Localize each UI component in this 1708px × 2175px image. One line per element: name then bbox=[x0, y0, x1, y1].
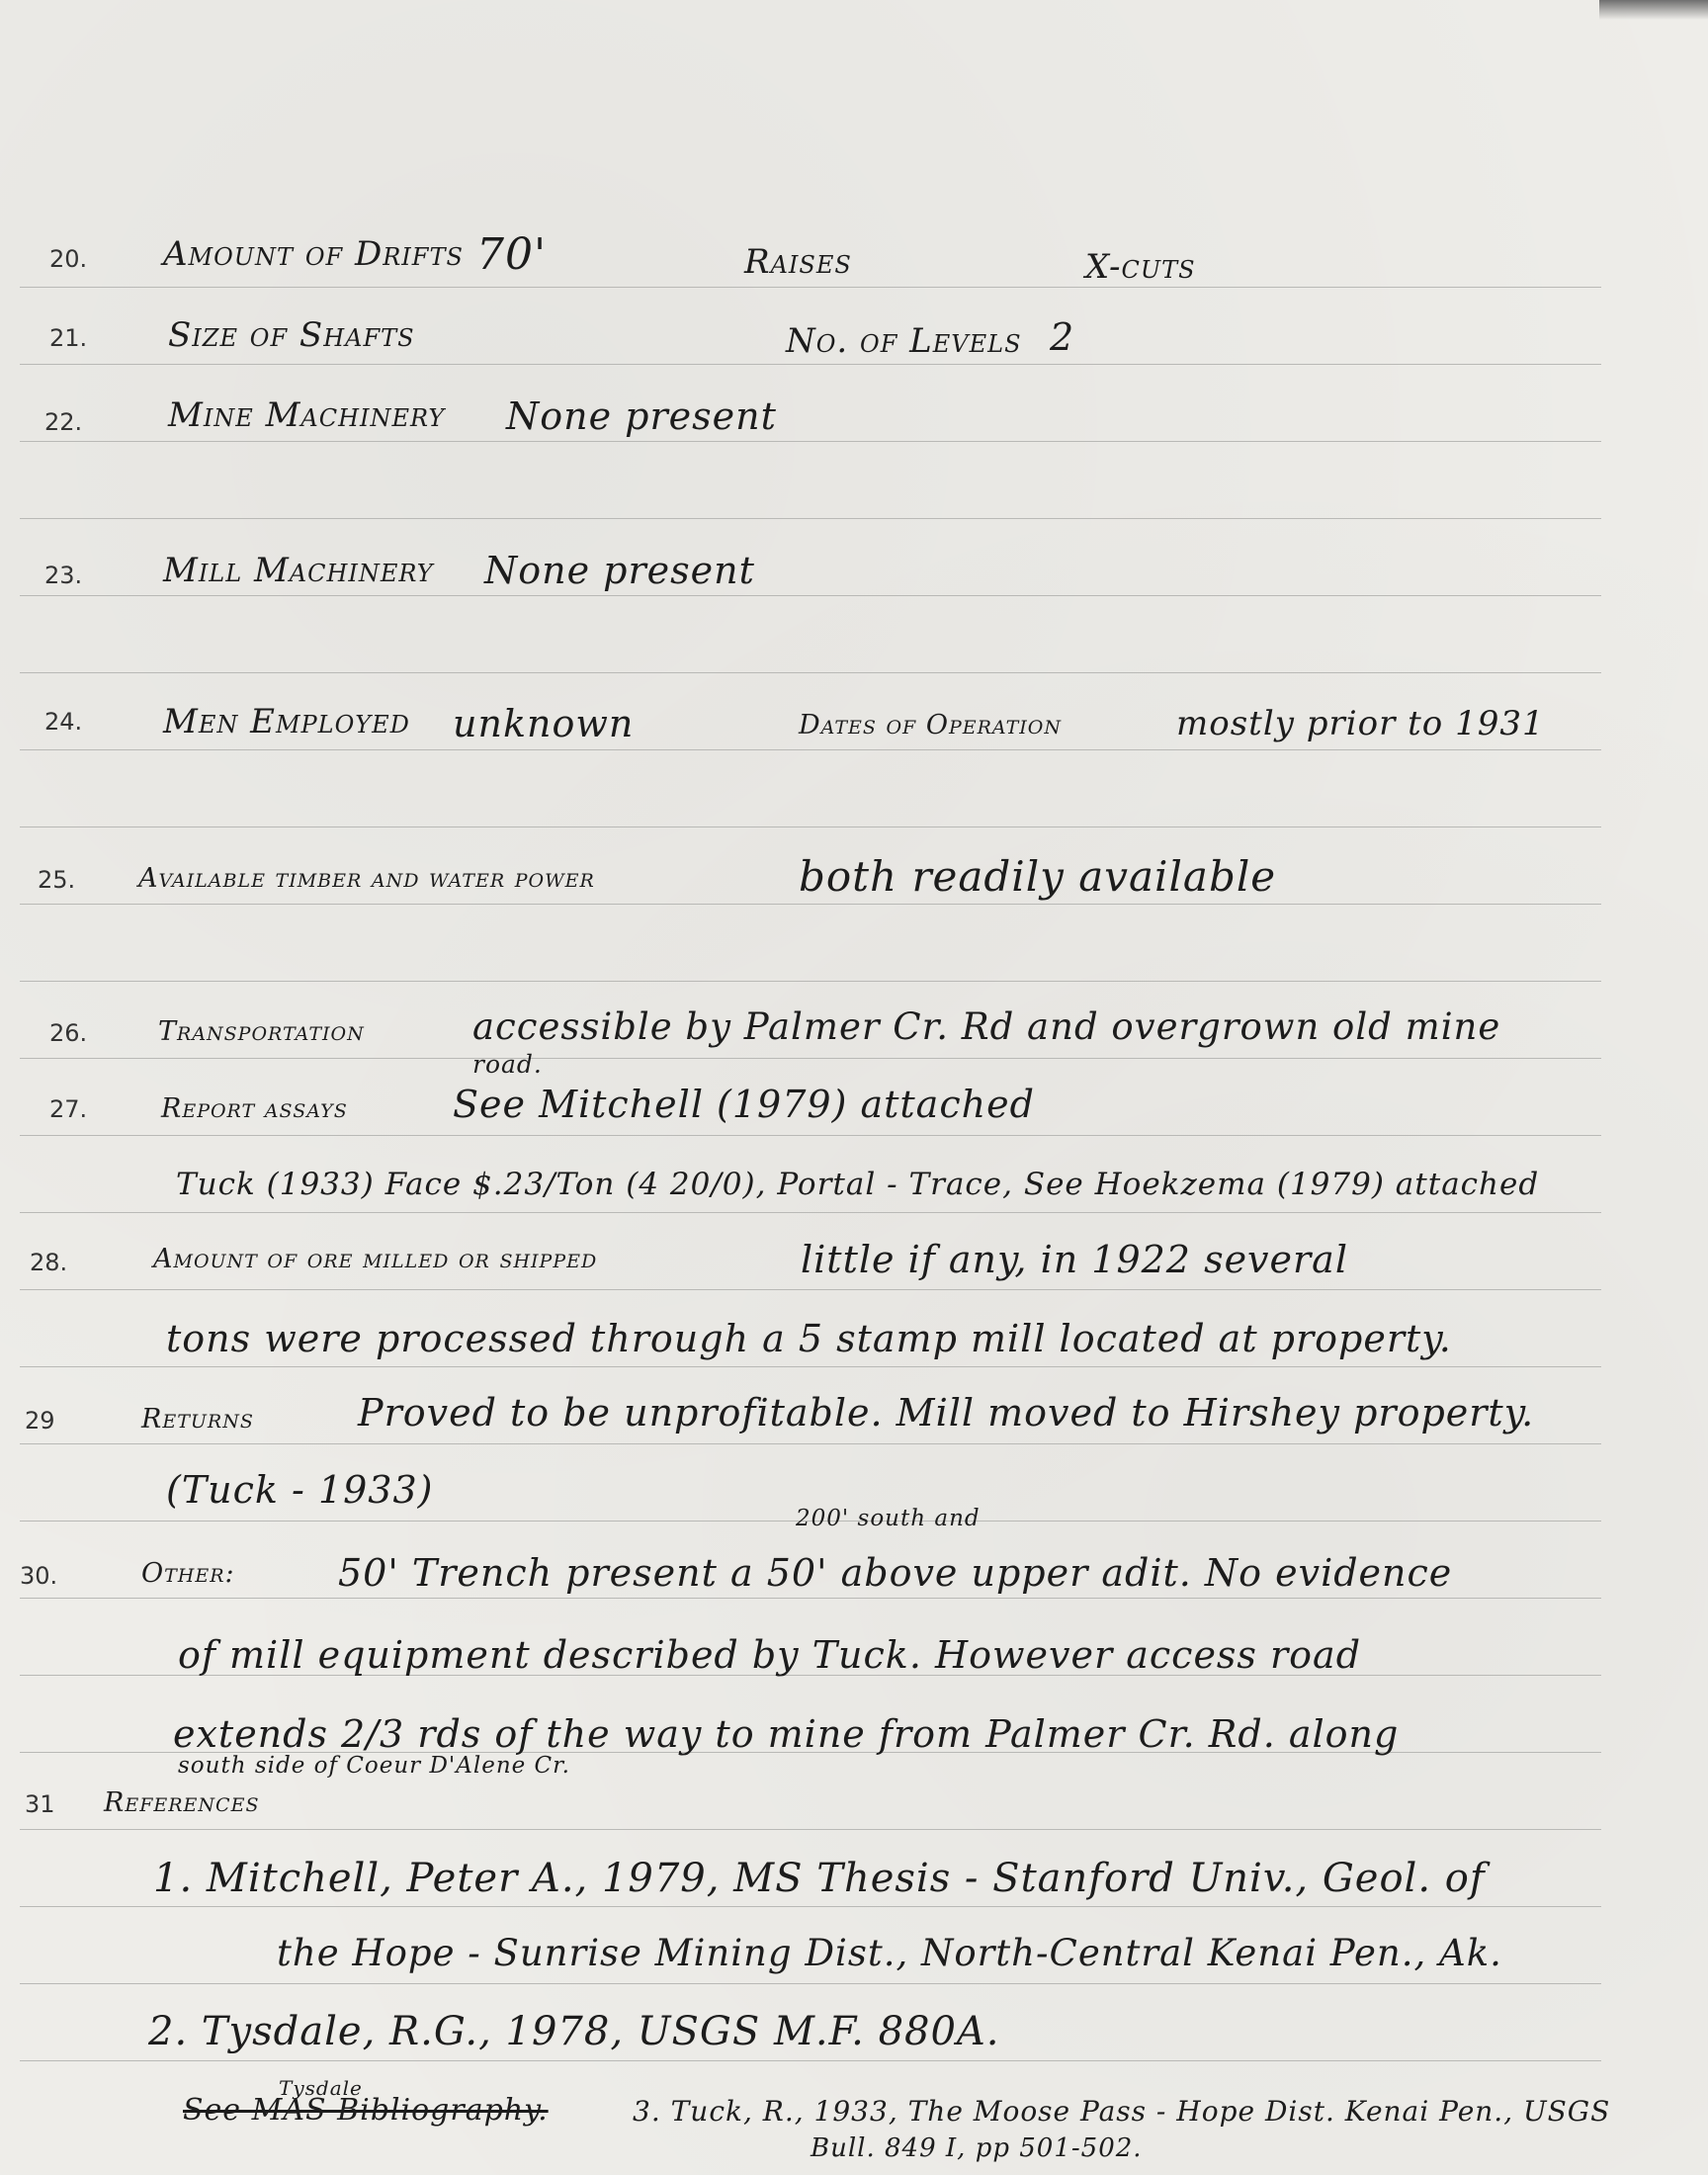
ruled-line bbox=[20, 672, 1601, 673]
ruled-line bbox=[20, 2060, 1601, 2061]
timber-water-label: Available timber and water power bbox=[138, 863, 595, 894]
ruled-line bbox=[20, 1906, 1601, 1907]
item-number: 26. bbox=[49, 1019, 88, 1047]
transportation-value-cont: road. bbox=[472, 1050, 543, 1079]
ruled-line bbox=[20, 1443, 1601, 1444]
mill-machinery-value: None present bbox=[484, 549, 755, 592]
reference-1-line1: 1. Mitchell, Peter A., 1979, MS Thesis - Stanford Univ., Geol. of bbox=[153, 1856, 1486, 1901]
item-number: 28. bbox=[30, 1249, 68, 1276]
item-number: 23. bbox=[44, 562, 83, 589]
item-number: 21. bbox=[49, 324, 88, 352]
ruled-line bbox=[20, 1598, 1601, 1599]
mine-machinery-label: Mine Machinery bbox=[168, 395, 446, 435]
ruled-line bbox=[20, 287, 1601, 288]
men-employed-label: Men Employed bbox=[163, 702, 410, 741]
ruled-line bbox=[20, 826, 1601, 827]
item-number: 22. bbox=[44, 408, 83, 436]
ore-milled-value: little if any, in 1922 several bbox=[801, 1238, 1348, 1281]
transportation-value: accessible by Palmer Cr. Rd and overgrown old mine bbox=[472, 1005, 1501, 1048]
ruled-line bbox=[20, 1289, 1601, 1290]
ore-milled-label: Amount of ore milled or shipped bbox=[153, 1244, 598, 1274]
returns-value: Proved to be unprofitable. Mill moved to Hirshey property. bbox=[358, 1391, 1535, 1435]
item-number: 31 bbox=[25, 1790, 55, 1818]
reference-1-line2: the Hope - Sunrise Mining Dist., North-Central Kenai Pen., Ak. bbox=[277, 1932, 1502, 1974]
item-number: 24. bbox=[44, 708, 83, 736]
footer-insert: Tysdale bbox=[279, 2076, 363, 2100]
other-line2: of mill equipment described by Tuck. However access road bbox=[178, 1633, 1362, 1677]
raises-label: Raises bbox=[744, 242, 852, 282]
dates-of-operation-value: mostly prior to 1931 bbox=[1176, 704, 1545, 743]
other-label: Other: bbox=[141, 1558, 235, 1589]
reference-3-line2: Bull. 849 I, pp 501-502. bbox=[811, 2133, 1143, 2163]
ruled-line bbox=[20, 1829, 1601, 1830]
men-employed-value: unknown bbox=[453, 702, 635, 745]
item-number: 25. bbox=[38, 866, 76, 894]
item-number: 27. bbox=[49, 1095, 88, 1123]
scan-shadow bbox=[1599, 0, 1708, 20]
no-of-levels-label: No. of Levels bbox=[786, 321, 1022, 361]
references-label: References bbox=[104, 1787, 260, 1818]
mine-machinery-value: None present bbox=[506, 394, 777, 438]
report-assays-value: See Mitchell (1979) attached bbox=[453, 1083, 1035, 1126]
report-assays-line2: Tuck (1933) Face $.23/Ton (4 20/0), Portal - Trace, See Hoekzema (1979) attached bbox=[176, 1167, 1540, 1202]
item-number: 30. bbox=[20, 1562, 58, 1590]
timber-water-value: both readily available bbox=[799, 852, 1277, 901]
ruled-line bbox=[20, 1212, 1601, 1213]
dates-of-operation-label: Dates of Operation bbox=[799, 710, 1062, 740]
reference-3-line1: 3. Tuck, R., 1933, The Moose Pass - Hope Dist. Kenai Pen., USGS bbox=[633, 2095, 1611, 2128]
amount-of-drifts-value: 70' bbox=[476, 229, 548, 280]
ruled-line bbox=[20, 749, 1601, 750]
other-line4: south side of Coeur D'Alene Cr. bbox=[178, 1753, 570, 1779]
ruled-line bbox=[20, 441, 1601, 442]
transportation-label: Transportation bbox=[158, 1016, 365, 1047]
x-cuts-label: X-cuts bbox=[1085, 247, 1196, 287]
ruled-line bbox=[20, 904, 1601, 905]
ruled-line bbox=[20, 518, 1601, 519]
item-number: 29 bbox=[25, 1407, 55, 1435]
report-assays-label: Report assays bbox=[161, 1093, 348, 1124]
ruled-line bbox=[20, 1058, 1601, 1059]
no-of-levels-value: 2 bbox=[1050, 315, 1075, 359]
returns-line2: (Tuck - 1933) bbox=[166, 1468, 434, 1512]
ruled-line bbox=[20, 981, 1601, 982]
item-number: 20. bbox=[49, 245, 88, 273]
ruled-line bbox=[20, 1983, 1601, 1984]
other-value: 50' Trench present a 50' above upper adit. No evidence bbox=[338, 1551, 1453, 1595]
ore-milled-line2: tons were processed through a 5 stamp mill located at property. bbox=[166, 1317, 1452, 1360]
other-line3: extends 2/3 rds of the way to mine from Palmer Cr. Rd. along bbox=[173, 1712, 1400, 1756]
other-insert: 200' south and bbox=[796, 1506, 981, 1531]
returns-label: Returns bbox=[141, 1404, 254, 1435]
reference-2: 2. Tysdale, R.G., 1978, USGS M.F. 880A. bbox=[148, 2009, 1000, 2054]
footer-struck-text: See MAS Bibliography. bbox=[183, 2093, 549, 2128]
ruled-line bbox=[20, 364, 1601, 365]
ruled-line bbox=[20, 595, 1601, 596]
size-of-shafts-label: Size of Shafts bbox=[168, 315, 415, 355]
mill-machinery-label: Mill Machinery bbox=[163, 551, 434, 590]
ruled-line bbox=[20, 1366, 1601, 1367]
ruled-line bbox=[20, 1135, 1601, 1136]
amount-of-drifts-label: Amount of Drifts bbox=[163, 234, 464, 274]
